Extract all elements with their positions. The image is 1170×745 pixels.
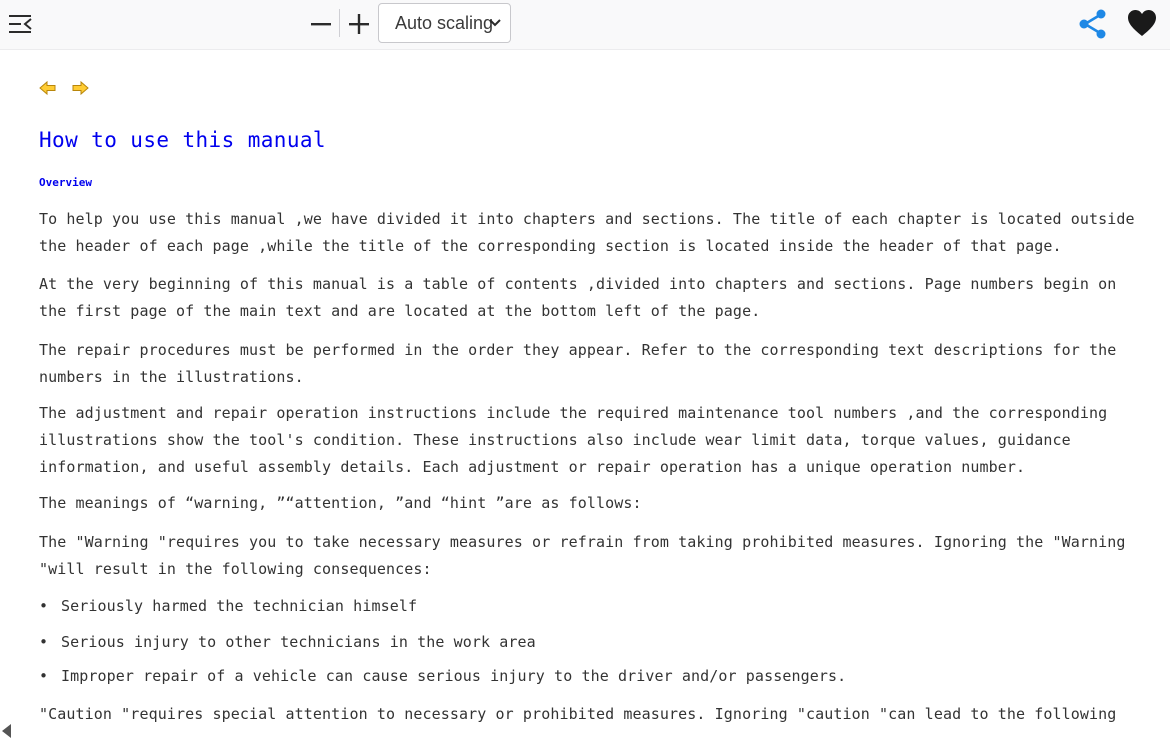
paragraph-procedures: The repair procedures must be performed in the order they appear. Refer to the corresponding text descriptions for the numbers in the illustrations. bbox=[39, 341, 1117, 386]
paragraph-meanings: The meanings of “warning, ”“attention, ”and “hint ”are as follows: bbox=[39, 494, 642, 512]
triangle-left-icon bbox=[0, 721, 14, 741]
bullet-marker: • bbox=[39, 667, 49, 685]
scale-select[interactable] bbox=[378, 3, 511, 43]
toolbar-divider bbox=[339, 9, 340, 37]
section-heading: Overview bbox=[39, 176, 92, 189]
share-button[interactable] bbox=[1077, 8, 1109, 40]
arrow-left-icon[interactable] bbox=[39, 80, 57, 94]
bullet-marker: • bbox=[39, 633, 49, 651]
chevron-down-icon bbox=[489, 18, 501, 28]
share-icon bbox=[1077, 8, 1109, 40]
document-page bbox=[0, 50, 1170, 742]
plus-icon bbox=[346, 10, 372, 38]
page-nav bbox=[39, 80, 93, 96]
scroll-left-handle[interactable] bbox=[0, 721, 14, 741]
minus-icon bbox=[308, 10, 334, 38]
heart-icon bbox=[1126, 8, 1158, 38]
bullet-marker: • bbox=[39, 597, 49, 615]
list-item: Serious injury to other technicians in the work area bbox=[61, 633, 536, 651]
paragraph-contents: At the very beginning of this manual is a table of contents ,divided into chapters and sections. Page numbers begin on the first page of the main text and are located at the bottom left of the page. bbox=[39, 275, 1117, 320]
zoom-out-button[interactable] bbox=[308, 10, 334, 38]
paragraph-instructions: The adjustment and repair operation instructions include the required maintenance tool numbers ,and the corresponding illustrations show the tool's condition. These instructions also include wear limit data, torque values, guidance information, and useful assembly details. Each adjustment or repair operation has a unique operation number. bbox=[39, 404, 1108, 476]
paragraph-chapters: To help you use this manual ,we have divided it into chapters and sections. The title of each chapter is located outside the header of each page ,while the title of the corresponding section is located inside the header of that page. bbox=[39, 210, 1135, 255]
paragraph-caution: "Caution "requires special attention to necessary or prohibited measures. Ignoring "caution "can lead to the following bbox=[39, 705, 1117, 723]
favorite-button[interactable] bbox=[1126, 8, 1158, 38]
page-title: How to use this manual bbox=[39, 128, 326, 152]
arrow-right-icon[interactable] bbox=[71, 80, 89, 94]
pdf-toolbar bbox=[0, 0, 1170, 50]
sidebar-toggle-icon[interactable] bbox=[8, 13, 34, 35]
list-item: Improper repair of a vehicle can cause serious injury to the driver and/or passengers. bbox=[61, 667, 847, 685]
scale-value: Auto scaling bbox=[395, 13, 494, 33]
zoom-in-button[interactable] bbox=[346, 10, 372, 38]
paragraph-warning: The "Warning "requires you to take necessary measures or refrain from taking prohibited measures. Ignoring the "Warning "will result in the following consequences: bbox=[39, 533, 1126, 578]
list-item: Seriously harmed the technician himself bbox=[61, 597, 418, 615]
